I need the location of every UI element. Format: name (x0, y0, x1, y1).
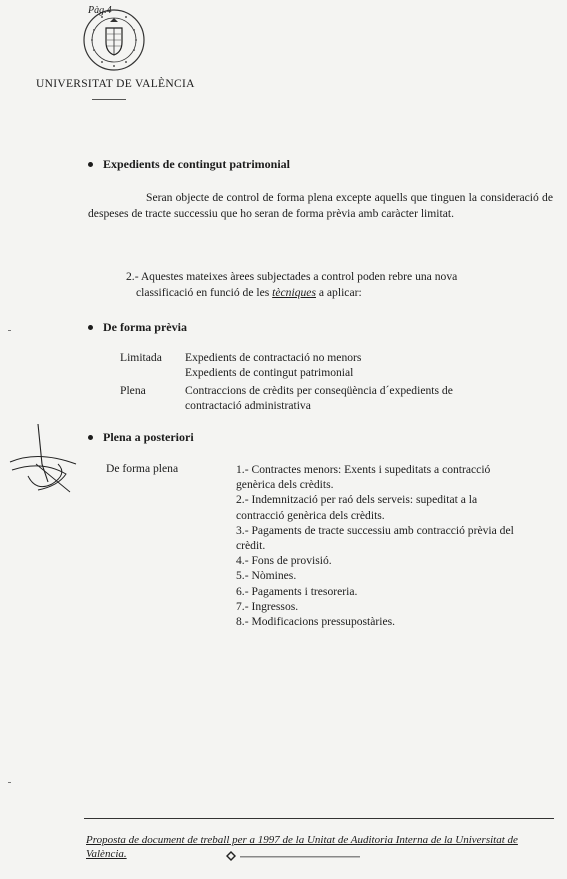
list-item-line: 3.- Pagaments de tracte successiu amb contracció prèvia del (236, 523, 514, 537)
list-item-line: 6.- Pagaments i tresoreria. (236, 584, 358, 598)
row-label: Plena (120, 384, 146, 397)
footer-line: Proposta de document de treball per a 1997 de la Unitat de Auditoria Interna de la Universitat de (86, 834, 518, 846)
bullet-icon (88, 325, 93, 330)
row-text: Expedients de contingut patrimonial (185, 366, 354, 379)
list-item-line: 5.- Nòmines. (236, 569, 297, 583)
row-text: Expedients de contractació no menors (185, 351, 362, 364)
section-heading-text: De forma prèvia (103, 320, 187, 334)
section-heading (88, 320, 187, 335)
list-label: De forma plena (106, 462, 179, 475)
list-item-line: 7.- Ingressos. (236, 599, 299, 613)
recycled-paper-icon (226, 851, 236, 861)
section-heading-text: Expedients de contingut patrimonial (103, 157, 291, 171)
university-name: UNIVERSITAT DE VALÈNCIA (36, 78, 195, 90)
section-heading (88, 157, 290, 172)
fine-print-mark (240, 855, 360, 859)
bullet-icon (88, 435, 93, 440)
row-text: contractació administrativa (185, 399, 311, 412)
numbered-list (236, 462, 556, 629)
row-text: Contraccions de crèdits per conseqüència d´expedients de (185, 384, 453, 397)
list-item-line: 1.- Contractes menors: Exents i supeditats a contracció (236, 463, 491, 476)
text-span: classificació en funció de les (136, 285, 273, 299)
section-heading (88, 430, 194, 445)
underlined-term: tècniques (272, 285, 316, 299)
list-item-line: genèrica dels crèdits. (236, 478, 334, 492)
list-item-line: 4.- Fons de provisió. (236, 554, 332, 568)
footer-divider (84, 818, 554, 819)
numbered-paragraph-line (126, 285, 526, 301)
handwritten-signature (8, 420, 80, 500)
numbered-paragraph (126, 269, 526, 300)
section-heading-text: Plena a posteriori (103, 430, 194, 444)
divider (92, 99, 126, 100)
university-seal-icon (80, 8, 148, 72)
bullet-icon (88, 162, 93, 167)
footer-line: València. (86, 847, 127, 860)
page-number: Pàg.4 (88, 5, 112, 16)
text-span: a aplicar: (315, 285, 362, 299)
list-item-line: contracció genèrica dels crèdits. (236, 508, 385, 522)
row-label: Limitada (120, 351, 162, 364)
paragraph: Seran objecte de control de forma plena excepte aquells que tinguen la consideració de despeses de tracte successiu que ho seran de forma prèvia amb caràcter limitat. (88, 191, 553, 220)
list-item-line: crèdit. (236, 539, 266, 553)
margin-mark (8, 782, 11, 783)
list-item-line: 2.- Indemnització per raó dels serveis: supeditat a la (236, 493, 478, 507)
numbered-paragraph-line: 2.- Aquestes mateixes àrees subjectades a control poden rebre una nova (126, 270, 458, 283)
margin-mark (8, 330, 11, 331)
list-item-line: 8.- Modificacions pressupostàries. (236, 615, 396, 629)
